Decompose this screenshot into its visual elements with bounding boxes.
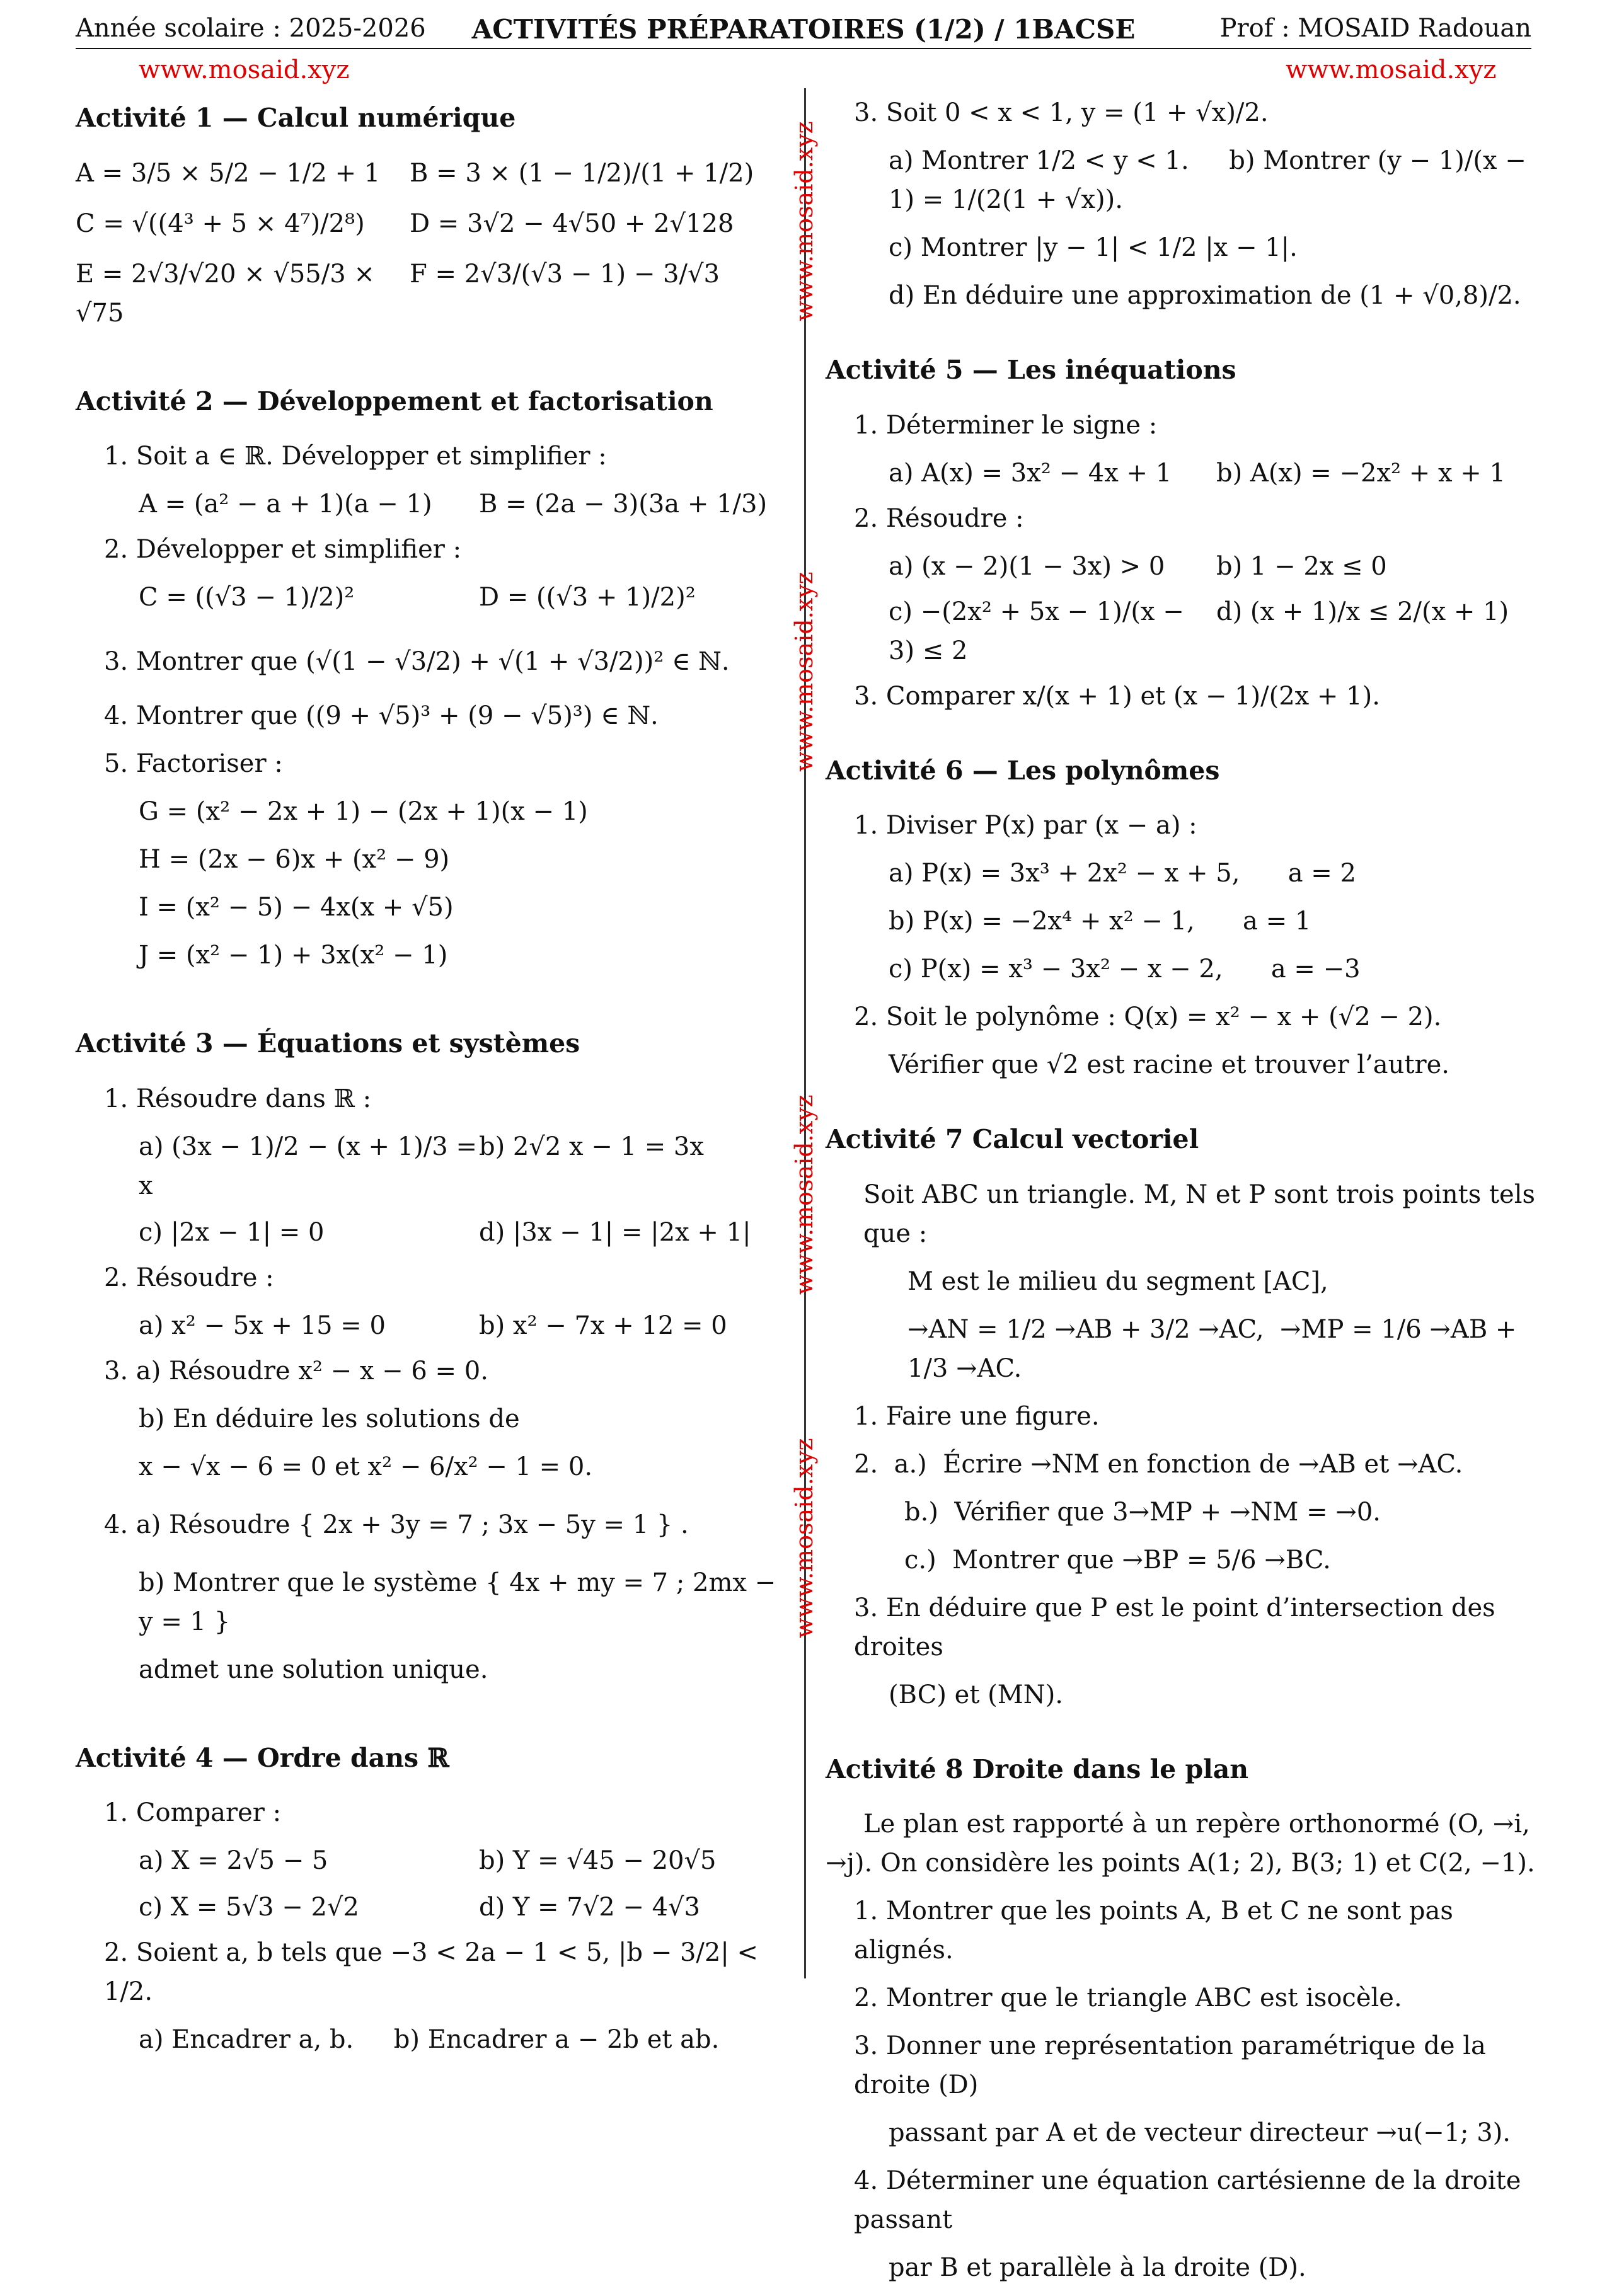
a4-item-2a: a) Encadrer a, b. b) Encadrer a − 2b et ab. xyxy=(139,2025,720,2055)
eq-2b: b) x² − 7x + 12 = 0 xyxy=(479,1311,727,1340)
a8-item-4b: par B et parallèle à la droite (D). xyxy=(889,2253,1306,2283)
expr-C-dev: C = ((√3 − 1)/2)² xyxy=(139,583,355,612)
a8-intro: Le plan est rapporté à un repère orthonormé (O, →i, →j). On considère les points A(1; 2), B(3; 1) et C(2, −1). xyxy=(826,1810,1535,1878)
right-column xyxy=(826,88,1538,2296)
watermark-4: www.mosaid.xyz xyxy=(790,1438,818,1638)
a3-item-4a: 4. a) Résoudre { 2x + 3y = 7 ; 3x − 5y = 1 } . xyxy=(104,1510,689,1539)
watermark-3: www.mosaid.xyz xyxy=(790,1094,818,1295)
cmp-d: d) Y = 7√2 − 4√3 xyxy=(479,1893,700,1922)
a3-item-3b: b) En déduire les solutions de xyxy=(139,1404,520,1433)
expr-B: B = 3 × (1 − 1/2)/(1 + 1/2) xyxy=(410,158,754,188)
a5-item-3: 3. Comparer x/(x + 1) et (x − 1)/(2x + 1). xyxy=(854,681,1380,711)
a6-item-1b: b) P(x) = −2x⁴ + x² − 1, a = 1 xyxy=(889,907,1311,936)
expr-I: I = (x² − 5) − 4x(x + √5) xyxy=(139,893,454,922)
watermark-2: www.mosaid.xyz xyxy=(790,571,818,772)
ineq-b: b) 1 − 2x ≤ 0 xyxy=(1216,551,1387,581)
ineq-c: c) −(2x² + 5x − 1)/(x − 3) ≤ 2 xyxy=(889,597,1184,665)
a3-item-3c: x − √x − 6 = 0 et x² − 6/x² − 1 = 0. xyxy=(139,1452,593,1481)
a6-item-1a: a) P(x) = 3x³ + 2x² − x + 5, a = 2 xyxy=(889,859,1356,888)
left-column xyxy=(76,88,784,2068)
a4-item-3: 3. Soit 0 < x < 1, y = (1 + √x)/2. xyxy=(854,98,1269,127)
school-year: Année scolaire : 2025-2026 xyxy=(76,14,426,43)
expr-J: J = (x² − 1) + 3x(x² − 1) xyxy=(139,941,448,970)
a7-item-1: 1. Faire une figure. xyxy=(854,1401,1100,1431)
a2-item-4: 4. Montrer que ((9 + √5)³ + (9 − √5)³) ∈ ℕ. xyxy=(104,701,659,731)
a5-item-1: 1. Déterminer le signe : xyxy=(854,410,1158,440)
site-link-left[interactable]: www.mosaid.xyz xyxy=(139,55,350,84)
cmp-a: a) X = 2√5 − 5 xyxy=(139,1846,328,1876)
activity-6-title: Activité 6 — Les polynômes xyxy=(826,755,1220,786)
a7-item-2b: b.) Vérifier que 3→MP + →NM = →0. xyxy=(904,1497,1381,1527)
a6-item-1c: c) P(x) = x³ − 3x² − x − 2, a = −3 xyxy=(889,955,1361,984)
a3-item-4c: admet une solution unique. xyxy=(139,1655,488,1684)
a7-vectors: →AN = 1/2 →AB + 3/2 →AC, →MP = 1/6 →AB + 1/3 →AC. xyxy=(907,1314,1525,1383)
a4-item-3c: c) Montrer |y − 1| < 1/2 |x − 1|. xyxy=(889,233,1298,262)
a3-item-2: 2. Résoudre : xyxy=(104,1263,274,1292)
expr-C: C = √((4³ + 5 × 4⁷)/2⁸) xyxy=(76,209,365,238)
teacher-name: Prof : MOSAID Radouan xyxy=(1219,14,1531,43)
activity-1-title: Activité 1 — Calcul numérique xyxy=(76,103,516,133)
activity-3-title: Activité 3 — Équations et systèmes xyxy=(76,1028,580,1059)
a4-item-3d: d) En déduire une approximation de (1 + √0,8)/2. xyxy=(889,281,1521,310)
eq-1a: a) (3x − 1)/2 − (x + 1)/3 = x xyxy=(139,1132,477,1200)
sign-a: a) A(x) = 3x² − 4x + 1 xyxy=(889,458,1172,488)
a3-item-3a: 3. a) Résoudre x² − x − 6 = 0. xyxy=(104,1356,488,1386)
a3-item-2-eqs xyxy=(139,1306,781,1345)
a7-item-3: 3. En déduire que P est le point d’intersection des droites xyxy=(854,1593,1504,1662)
a2-item-2: 2. Développer et simplifier : xyxy=(104,535,462,565)
a7-item-3b: (BC) et (MN). xyxy=(889,1680,1064,1709)
a2-item-5: 5. Factoriser : xyxy=(104,749,283,779)
expr-D: D = 3√2 − 4√50 + 2√128 xyxy=(410,209,734,238)
a7-item-2a: 2. a.) Écrire →NM en fonction de →AB et →AC. xyxy=(854,1449,1463,1479)
a8-item-4: 4. Déterminer une équation cartésienne de la droite passant xyxy=(854,2166,1529,2235)
eq-1b: b) 2√2 x − 1 = 3x xyxy=(479,1132,704,1161)
eq-1d: d) |3x − 1| = |2x + 1| xyxy=(479,1217,751,1247)
activity-1-expressions xyxy=(76,154,781,333)
a8-item-3b: passant par A et de vecteur directeur →u(−1; 3). xyxy=(889,2118,1511,2148)
site-link-right[interactable]: www.mosaid.xyz xyxy=(1286,55,1497,84)
expr-D-dev: D = ((√3 + 1)/2)² xyxy=(479,583,696,612)
a3-item-1: 1. Résoudre dans ℝ : xyxy=(104,1084,372,1113)
a2-item-2-exprs xyxy=(139,578,781,617)
a8-item-3: 3. Donner une représentation paramétrique de la droite (D) xyxy=(854,2031,1494,2100)
column-divider xyxy=(804,88,806,1978)
expr-H: H = (2x − 6)x + (x² − 9) xyxy=(139,845,450,875)
expr-A: A = 3/5 × 5/2 − 1/2 + 1 xyxy=(76,158,381,188)
a6-item-2b: Vérifier que √2 est racine et trouver l’autre. xyxy=(889,1050,1449,1080)
expr-F: F = 2√3/(√3 − 1) − 3/√3 xyxy=(410,259,720,289)
ineq-a: a) (x − 2)(1 − 3x) > 0 xyxy=(889,551,1165,581)
a4-item-2: 2. Soient a, b tels que −3 < 2a − 1 < 5, |b − 3/2| < 1/2. xyxy=(104,1938,766,2007)
a5-item-2-exprs xyxy=(889,547,1538,670)
a2-item-3: 3. Montrer que (√(1 − √3/2) + √(1 + √3/2))² ∈ ℕ. xyxy=(104,647,730,677)
eq-2a: a) x² − 5x + 15 = 0 xyxy=(139,1311,386,1340)
a8-item-1: 1. Montrer que les points A, B et C ne sont pas alignés. xyxy=(854,1897,1461,1965)
expr-G: G = (x² − 2x + 1) − (2x + 1)(x − 1) xyxy=(139,797,588,827)
activity-7-title: Activité 7 Calcul vectoriel xyxy=(826,1124,1199,1155)
page-header xyxy=(76,14,1531,49)
expr-B-dev: B = (2a − 3)(3a + 1/3) xyxy=(479,490,768,519)
a6-item-1: 1. Diviser P(x) par (x − a) : xyxy=(854,811,1197,841)
a7-item-2c: c.) Montrer que →BP = 5/6 →BC. xyxy=(904,1545,1331,1575)
watermark-1: www.mosaid.xyz xyxy=(790,121,818,321)
activity-8-title: Activité 8 Droite dans le plan xyxy=(826,1754,1249,1784)
a4-item-1-exprs xyxy=(139,1841,781,1927)
a5-item-2: 2. Résoudre : xyxy=(854,503,1024,533)
a7-intro: Soit ABC un triangle. M, N et P sont trois points tels que : xyxy=(863,1180,1536,1248)
a2-item-1-exprs xyxy=(139,485,781,524)
page-title: ACTIVITÉS PRÉPARATOIRES (1/2) / 1BACSE xyxy=(471,14,1136,45)
a4-item-3a: a) Montrer 1/2 < y < 1. b) Montrer (y − 1)/(x − 1) = 1/(2(1 + √x)). xyxy=(889,146,1535,214)
cmp-c: c) X = 5√3 − 2√2 xyxy=(139,1893,359,1922)
a7-midpoint: M est le milieu du segment [AC], xyxy=(907,1266,1328,1296)
a6-item-2: 2. Soit le polynôme : Q(x) = x² − x + (√2 − 2). xyxy=(854,1002,1442,1032)
a8-item-2: 2. Montrer que le triangle ABC est isocèle. xyxy=(854,1983,1402,2013)
expr-A-dev: A = (a² − a + 1)(a − 1) xyxy=(139,490,432,519)
activity-4-title: Activité 4 — Ordre dans ℝ xyxy=(76,1742,449,1773)
a3-item-4b: b) Montrer que le système { 4x + my = 7 ; 2mx − y = 1 } xyxy=(139,1568,784,1636)
a5-item-1-exprs xyxy=(889,454,1538,493)
activity-5-title: Activité 5 — Les inéquations xyxy=(826,355,1236,385)
a2-item-1: 1. Soit a ∈ ℝ. Développer et simplifier : xyxy=(104,442,607,471)
cmp-b: b) Y = √45 − 20√5 xyxy=(479,1846,717,1876)
expr-E: E = 2√3/√20 × √55/3 × √75 xyxy=(76,259,375,328)
ineq-d: d) (x + 1)/x ≤ 2/(x + 1) xyxy=(1216,597,1509,626)
header-rule xyxy=(76,48,1531,49)
a3-item-1-eqs xyxy=(139,1127,781,1252)
activity-2-title: Activité 2 — Développement et factorisation xyxy=(76,386,713,416)
a4-item-1: 1. Comparer : xyxy=(104,1798,282,1828)
sign-b: b) A(x) = −2x² + x + 1 xyxy=(1216,458,1506,488)
eq-1c: c) |2x − 1| = 0 xyxy=(139,1217,325,1247)
